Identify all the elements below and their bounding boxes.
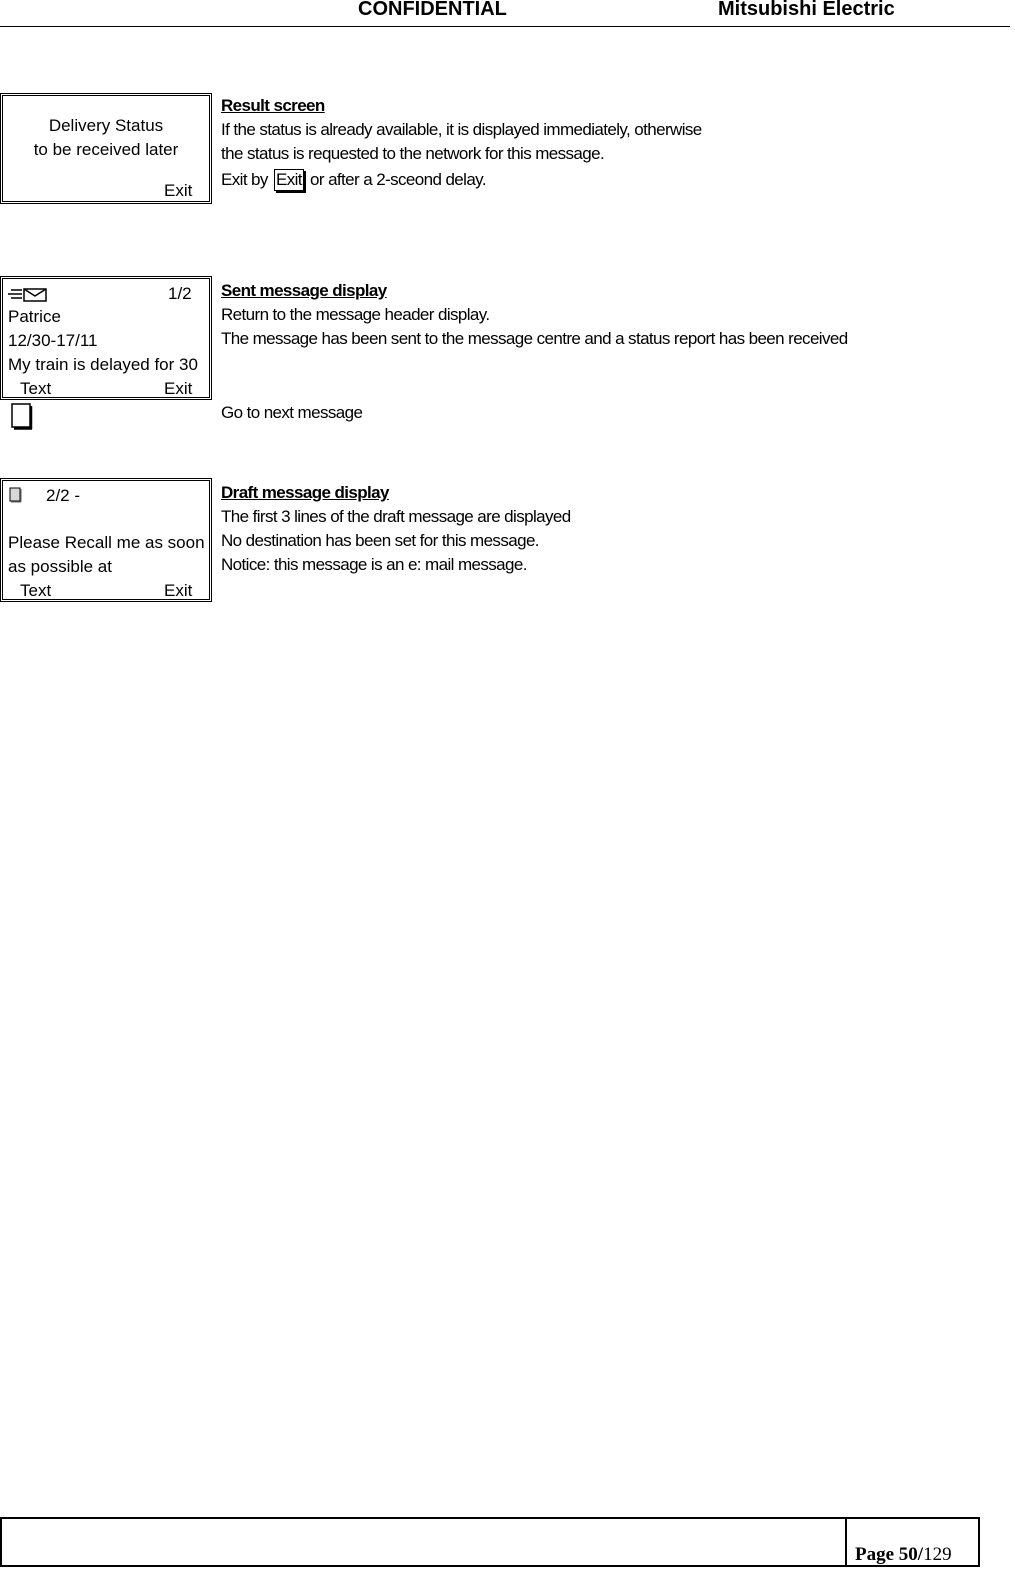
confidential-label: CONFIDENTIAL	[358, 0, 507, 20]
phone-line-2: to be received later	[33, 140, 179, 159]
exit-by-text: Exit by	[221, 170, 268, 189]
delay-text: or after a 2-sceond delay.	[310, 170, 486, 189]
next-key-icon[interactable]	[11, 403, 35, 436]
sent-name: Patrice	[8, 307, 61, 326]
result-screen-description	[221, 94, 702, 192]
result-screen-phone	[0, 93, 212, 204]
page-label: Page 50/	[855, 1544, 924, 1565]
result-screen-title: Result screen	[221, 96, 325, 115]
sent-date: 12/30-17/11	[8, 331, 98, 350]
softkey-text[interactable]: Text	[20, 379, 52, 398]
result-desc-line1: If the status is already available, it is displayed immediately, otherwise	[221, 120, 702, 139]
draft-line-2: as possible at	[8, 557, 112, 576]
sent-counter: 1/2	[168, 284, 192, 303]
draft-counter: 2/2 -	[46, 486, 81, 505]
sent-message-description	[221, 279, 848, 351]
softkey-text[interactable]: Text	[20, 581, 52, 600]
draft-message-title: Draft message display	[221, 483, 389, 502]
sent-desc-line2: The message has been sent to the message centre and a status report has been received	[221, 329, 848, 348]
company-name: Mitsubishi Electric	[718, 0, 895, 20]
sent-message-title: Sent message display	[221, 281, 387, 300]
softkey-exit[interactable]: Exit	[164, 181, 193, 200]
page-total: 129	[923, 1544, 952, 1565]
next-message-label: Go to next message	[221, 403, 363, 422]
page-header	[0, 0, 1010, 27]
footer-divider	[845, 1519, 847, 1565]
draft-message-description	[221, 481, 571, 577]
page-number	[855, 1544, 952, 1566]
result-desc-line2: the status is requested to the network for this message.	[221, 144, 605, 163]
sent-desc-line1: Return to the message header display.	[221, 305, 490, 324]
result-desc-line3	[221, 168, 702, 192]
draft-icon	[9, 486, 23, 510]
phone-line-1: Delivery Status	[48, 116, 164, 135]
exit-key[interactable]: Exit	[275, 170, 302, 189]
softkey-exit[interactable]: Exit	[164, 379, 193, 398]
draft-desc-line3: Notice: this message is an e: mail message.	[221, 555, 527, 574]
sent-message-phone	[0, 276, 212, 400]
draft-line-1: Please Recall me as soon	[8, 533, 205, 552]
softkey-exit[interactable]: Exit	[164, 581, 193, 600]
draft-desc-line1: The first 3 lines of the draft message are displayed	[221, 507, 571, 526]
draft-message-phone	[0, 478, 212, 602]
page-footer	[0, 1517, 980, 1567]
draft-desc-line2: No destination has been set for this message.	[221, 531, 539, 550]
sent-text: My train is delayed for 30	[8, 355, 198, 374]
